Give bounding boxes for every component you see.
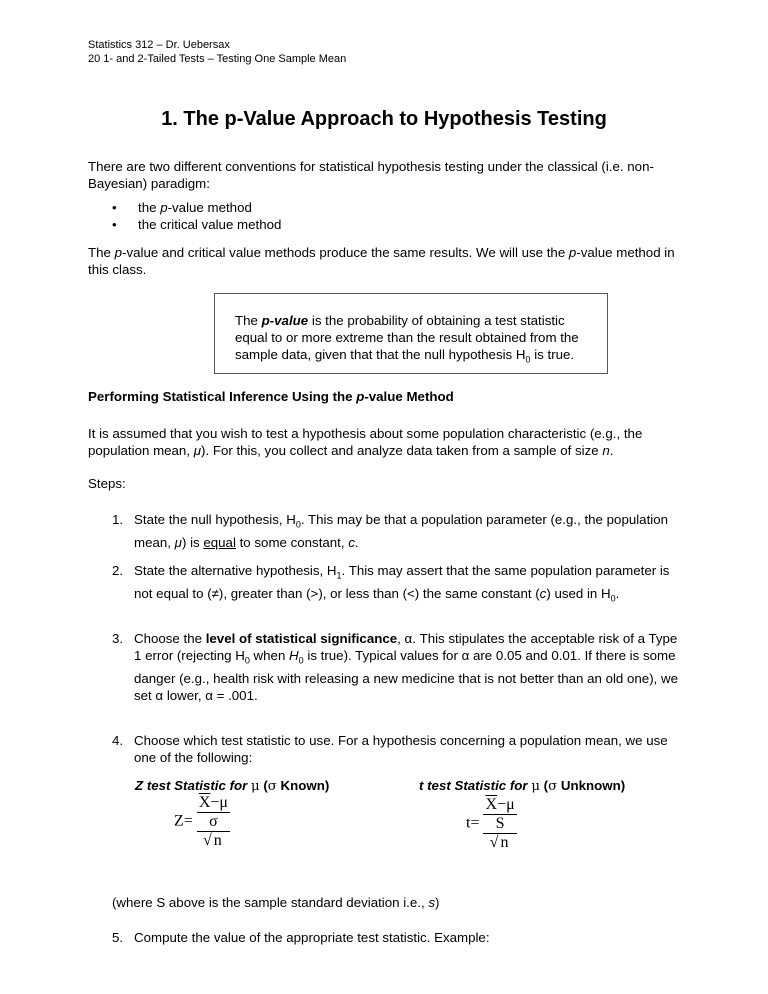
steps-label: Steps: bbox=[88, 476, 126, 491]
definition-box bbox=[214, 293, 608, 374]
definition-text: The p-value is the probability of obtaining a test statistic equal to or more extreme than the result obtained from the sample data, given that that the null hypothesis $H_0$ is true. bbox=[235, 313, 579, 365]
t-fraction: $\overline{X}-\mu$ S √ n bbox=[485, 796, 515, 851]
list-item: • the p-value method bbox=[112, 199, 281, 216]
z-fraction: $\overline{X}-\mu$ σ √ n bbox=[198, 794, 228, 849]
step-3: 3. Choose the level of statistical significance, α. This stipulates the acceptable risk of a Type 1 error (rejecting $H_0$ when $H_0$ is true). Typical values for α are 0.05 and 0.01. If there is some danger (e.g., health risk with releasing a new medicine that is not better than an old one), we set α lower, α = .001. bbox=[112, 631, 679, 703]
page-header bbox=[88, 38, 346, 66]
header-topic: 20 1- and 2-Tailed Tests – Testing One Sample Mean bbox=[88, 53, 347, 65]
t-statistic-formula: t= $\overline{X}-\mu$ S √ n bbox=[466, 796, 515, 851]
intro-paragraph: There are two different conventions for statistical hypothesis testing under the classical (i.e. non-Bayesian) paradigm: bbox=[88, 159, 654, 191]
step-1: 1. State the null hypothesis, $H_0$. This may be that a population parameter (e.g., the population mean, μ) is equal to some constant, c. bbox=[112, 512, 669, 550]
section-heading: Performing Statistical Inference Using the p-value Method bbox=[88, 389, 454, 404]
step-4: 4. Choose which test statistic to use. For a hypothesis concerning a population mean, we use one of the following: bbox=[112, 733, 668, 765]
stat-note: (where S above is the sample standard deviation i.e., s) bbox=[112, 895, 440, 910]
list-item: • the critical value method bbox=[112, 216, 281, 233]
step-2: 2. State the alternative hypothesis, $H_1$. This may assert that the same population parameter is not equal to (≠), greater than (>), or less than (<) the same constant (c) used in $H_0$. bbox=[112, 563, 670, 604]
methods-paragraph: The p-value and critical value methods produce the same results. We will use the p-value method in this class. bbox=[88, 245, 675, 277]
header-course: Statistics 312 – Dr. Uebersax bbox=[88, 39, 230, 51]
methods-list bbox=[112, 199, 281, 233]
z-statistic-heading: Z test Statistic for μ (σ Known) bbox=[135, 778, 330, 794]
assumption-paragraph: It is assumed that you wish to test a hypothesis about some population characteristic (e.g., the population mean, μ). For this, you collect and analyze data taken from a sample of size n. bbox=[88, 426, 643, 458]
step-5: 5. Compute the value of the appropriate test statistic. Example: bbox=[112, 930, 490, 945]
page-title: 1. The p-Value Approach to Hypothesis Testing bbox=[161, 108, 607, 130]
t-statistic-heading: t test Statistic for μ (σ Unknown) bbox=[419, 778, 626, 794]
z-statistic-formula: Z= $\overline{X}-\mu$ σ √ n bbox=[174, 794, 228, 849]
